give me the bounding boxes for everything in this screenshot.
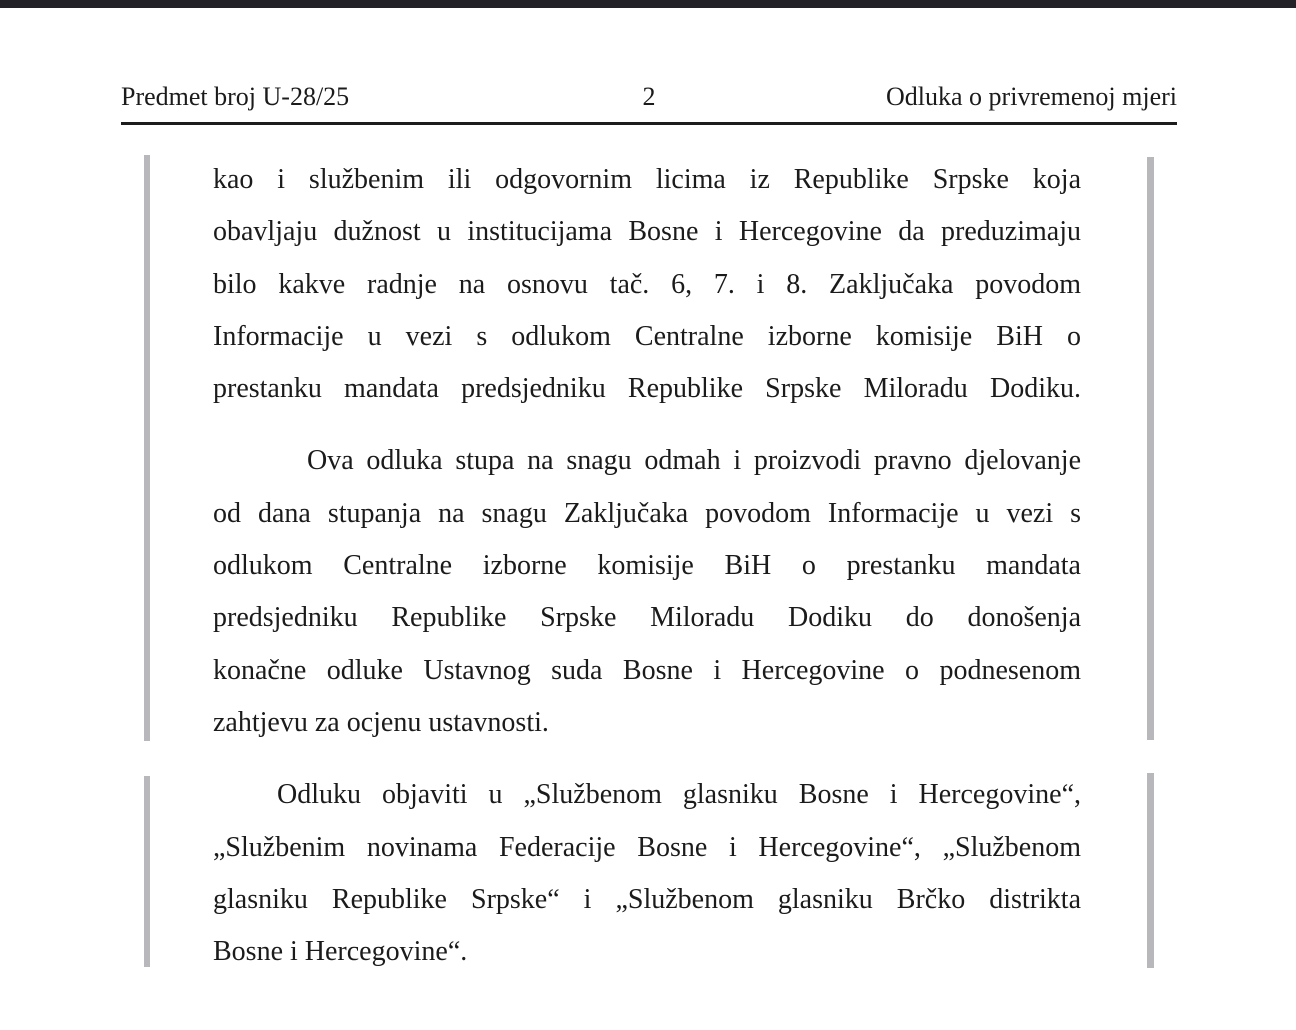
text-line: kao i službenim ili odgovornim licima iz Republike Srpske koja [213,164,1081,195]
header-document-title: Odluka o privremenoj mjeri [886,82,1177,111]
page-header [121,82,1177,112]
text-line: konačne odluke Ustavnog suda Bosne i Hercegovine o podnesenom [213,654,1081,686]
paragraph-3 [213,769,1081,978]
text-line: Ova odluka stupa na snagu odmah i proizvodi pravno djelovanje [307,445,1081,477]
change-bar-right-top [1147,157,1154,740]
text-line: prestanku mandata predsjedniku Republike Srpske Miloradu Dodiku. [213,373,1081,405]
text-line: Informacije u vezi s odlukom Centralne izborne komisije BiH o [213,320,1081,352]
header-case-number: Predmet broj U-28/25 [121,82,350,111]
text-line: obavljaju dužnost u institucijama Bosne i Hercegovine da preduzimaju [213,216,1081,248]
change-bar-left-bottom [144,776,150,967]
text-line: bilo kakve radnje na osnovu tač. 6, 7. i 8. Zaključaka povodom [213,268,1081,300]
text-line: od dana stupanja na snagu Zaključaka povodom Informacije u vezi s [213,497,1081,529]
document-body [213,154,1081,978]
header-rule [121,122,1177,125]
header-page-number: 2 [642,82,656,111]
text-line: Odluku objaviti u „Službenom glasniku Bosne i Hercegovine“, [277,779,1081,811]
text-line: odlukom Centralne izborne komisije BiH o prestanku mandata [213,550,1081,582]
paragraph-1 [213,154,1081,415]
text-line: Bosne i Hercegovine“. [213,936,468,968]
change-bar-right-bottom [1147,773,1154,968]
text-line: zahtjevu za ocjenu ustavnosti. [213,706,549,738]
text-line: predsjedniku Republike Srpske Miloradu Dodiku do donošenja [213,602,1081,634]
text-line: glasniku Republike Srpske“ i „Službenom glasniku Brčko distrikta [213,883,1081,915]
text-line: „Službenim novinama Federacije Bosne i Hercegovine“, „Službenom [213,831,1081,863]
change-bar-left-top [144,155,150,741]
window-top-bar [0,0,1296,8]
paragraph-2 [213,435,1081,749]
